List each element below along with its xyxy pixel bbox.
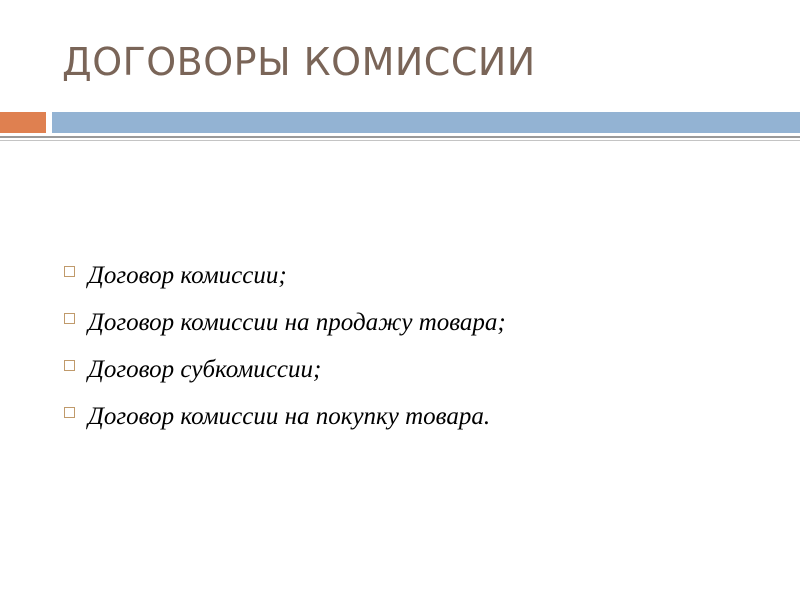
bullet-item	[64, 346, 506, 393]
bullet-text: Договор комиссии на покупку товара.	[88, 402, 491, 430]
bullet-text: Договор комиссии;	[88, 261, 287, 289]
bullet-item	[64, 252, 506, 299]
square-bullet-icon	[64, 360, 75, 371]
square-bullet-icon	[64, 266, 75, 277]
bullet-item	[64, 299, 506, 346]
square-bullet-icon	[64, 313, 75, 324]
bullet-list	[64, 252, 506, 440]
slide-title: ДОГОВОРЫ КОМИССИИ	[62, 40, 536, 84]
square-bullet-icon	[64, 407, 75, 418]
divider-line	[0, 136, 800, 138]
divider-line-thin	[0, 140, 800, 141]
accent-bar-blue	[52, 112, 800, 133]
accent-bar-orange	[0, 112, 46, 133]
bullet-item	[64, 393, 506, 440]
bullet-text: Договор субкомиссии;	[88, 355, 322, 383]
bullet-text: Договор комиссии на продажу товара;	[88, 308, 506, 336]
